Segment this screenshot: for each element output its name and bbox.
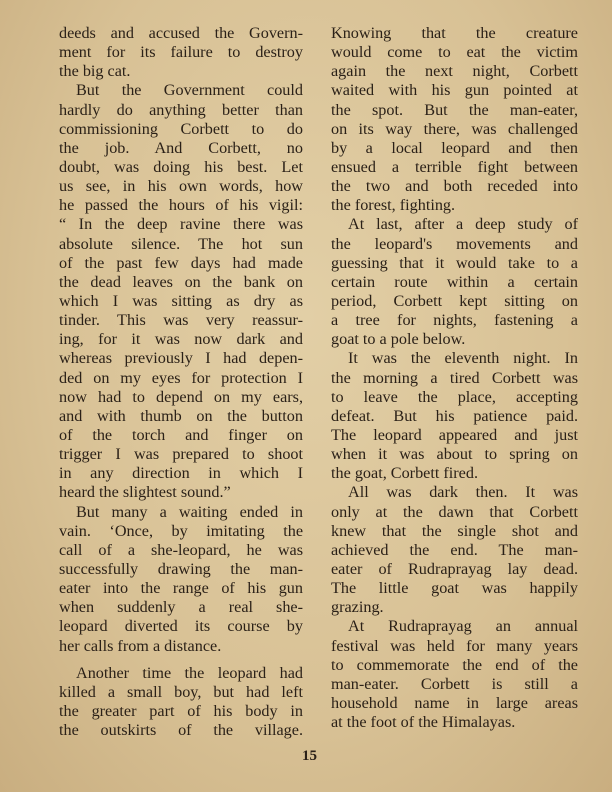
text-line: by a local leopard and then <box>331 138 578 157</box>
text-line: when suddenly a real she- <box>59 598 303 617</box>
text-line: ing, for it was now dark and <box>59 330 303 349</box>
text-line: achieved the end. The man- <box>331 540 578 559</box>
text-line: grazing. <box>331 598 384 617</box>
text-line: and with thumb on the button <box>59 406 303 425</box>
text-line: At last, after a deep study of <box>348 215 578 234</box>
text-line: he passed the hours of his vigil: <box>59 196 303 215</box>
text-line: Another time the leopard had <box>76 663 303 682</box>
text-line: the goat, Corbett fired. <box>331 464 478 483</box>
text-line: the big cat. <box>59 62 131 81</box>
text-line: leopard diverted its course by <box>59 617 303 636</box>
text-line: her calls from a distance. <box>59 636 222 655</box>
text-line: call of a she-leopard, he was <box>59 540 303 559</box>
paragraph <box>331 617 578 732</box>
text-line: the job. And Corbett, no <box>59 138 303 157</box>
text-line: commissioning Corbett to do <box>59 119 303 138</box>
text-line: tinder. This was very reassur- <box>59 311 303 330</box>
text-line: the greater part of his body in <box>59 701 303 720</box>
text-line: certain route within a certain <box>331 272 578 291</box>
text-line: festival was held for many years <box>331 636 578 655</box>
text-line: killed a small boy, but had left <box>59 682 303 701</box>
text-line: ded on my eyes for protection I <box>59 368 303 387</box>
text-line: “ In the deep ravine there was <box>59 215 303 234</box>
paragraph <box>331 349 578 483</box>
text-line: All was dark then. It was <box>348 483 578 502</box>
text-line: But many a waiting ended in <box>76 502 303 521</box>
text-line: the morning a tired Corbett was <box>331 368 578 387</box>
paragraph <box>59 503 303 656</box>
text-line: deeds and accused the Govern- <box>59 24 303 42</box>
paragraph-gap <box>59 656 303 664</box>
text-line: ensued a terrible fight between <box>331 157 578 176</box>
text-line: hardly do anything better than <box>59 100 303 119</box>
text-line: successfully drawing the man- <box>59 559 303 578</box>
paragraph <box>59 81 303 502</box>
text-line: the forest, fighting. <box>331 196 456 215</box>
text-line: Knowing that the creature <box>331 24 578 42</box>
text-line: the spot. But the man-eater, <box>331 100 578 119</box>
text-line: household name in large areas <box>331 693 578 712</box>
text-line: would come to eat the victim <box>331 43 578 62</box>
text-line: the dead leaves on the bank on <box>59 272 303 291</box>
paragraph <box>331 24 578 215</box>
text-line: eater of Rudraprayag lay dead. <box>331 559 578 578</box>
text-line: It was the eleventh night. In <box>348 349 578 368</box>
text-line: At Rudraprayag an annual <box>348 617 578 636</box>
text-line: waited with his gun pointed at <box>331 81 578 100</box>
text-line: only at the dawn that Corbett <box>331 502 578 521</box>
text-line: the two and both receded into <box>331 177 578 196</box>
paragraph <box>59 24 303 81</box>
right-text-column <box>331 24 578 732</box>
text-line: whereas previously I had depen- <box>59 349 303 368</box>
text-line: now had to depend on my ears, <box>59 387 303 406</box>
text-line: heard the slightest sound.” <box>59 483 231 502</box>
paragraph <box>331 215 578 349</box>
text-line: to commemorate the end of the <box>331 655 578 674</box>
text-line: again the next night, Corbett <box>331 62 578 81</box>
text-line: The little goat was happily <box>331 579 578 598</box>
text-line: trigger I was prepared to shoot <box>59 445 303 464</box>
text-line: of the torch and finger on <box>59 425 303 444</box>
text-line: on its way there, was challenged <box>331 119 578 138</box>
text-line: in any direction in which I <box>59 464 303 483</box>
text-line: goat to a pole below. <box>331 330 466 349</box>
text-line: absolute silence. The hot sun <box>59 234 303 253</box>
text-line: period, Corbett kept sitting on <box>331 291 578 310</box>
text-line: the leopard's movements and <box>331 234 578 253</box>
text-line: ment for its failure to destroy <box>59 43 303 62</box>
text-line: us see, in his own words, how <box>59 177 303 196</box>
text-line: at the foot of the Himalayas. <box>331 713 516 732</box>
text-line: which I was sitting as dry as <box>59 291 303 310</box>
text-line: when it was about to spring on <box>331 445 578 464</box>
text-line: of the past few days had made <box>59 253 303 272</box>
text-line: knew that the single shot and <box>331 521 578 540</box>
text-line: The leopard appeared and just <box>331 425 578 444</box>
text-line: the outskirts of the village. <box>59 721 303 740</box>
left-text-column <box>59 24 303 740</box>
text-line: a tree for nights, fastening a <box>331 311 578 330</box>
text-line: guessing that it would take to a <box>331 253 578 272</box>
text-line: doubt, was doing his best. Let <box>59 157 303 176</box>
text-line: But the Government could <box>76 81 303 100</box>
paragraph <box>331 483 578 617</box>
paragraph <box>59 664 303 741</box>
text-line: man-eater. Corbett is still a <box>331 674 578 693</box>
text-line: eater into the range of his gun <box>59 579 303 598</box>
text-line: vain. ‘Once, by imitating the <box>59 521 303 540</box>
page-number: 15 <box>302 748 317 764</box>
text-line: defeat. But his patience paid. <box>331 406 578 425</box>
text-line: to leave the place, accepting <box>331 387 578 406</box>
